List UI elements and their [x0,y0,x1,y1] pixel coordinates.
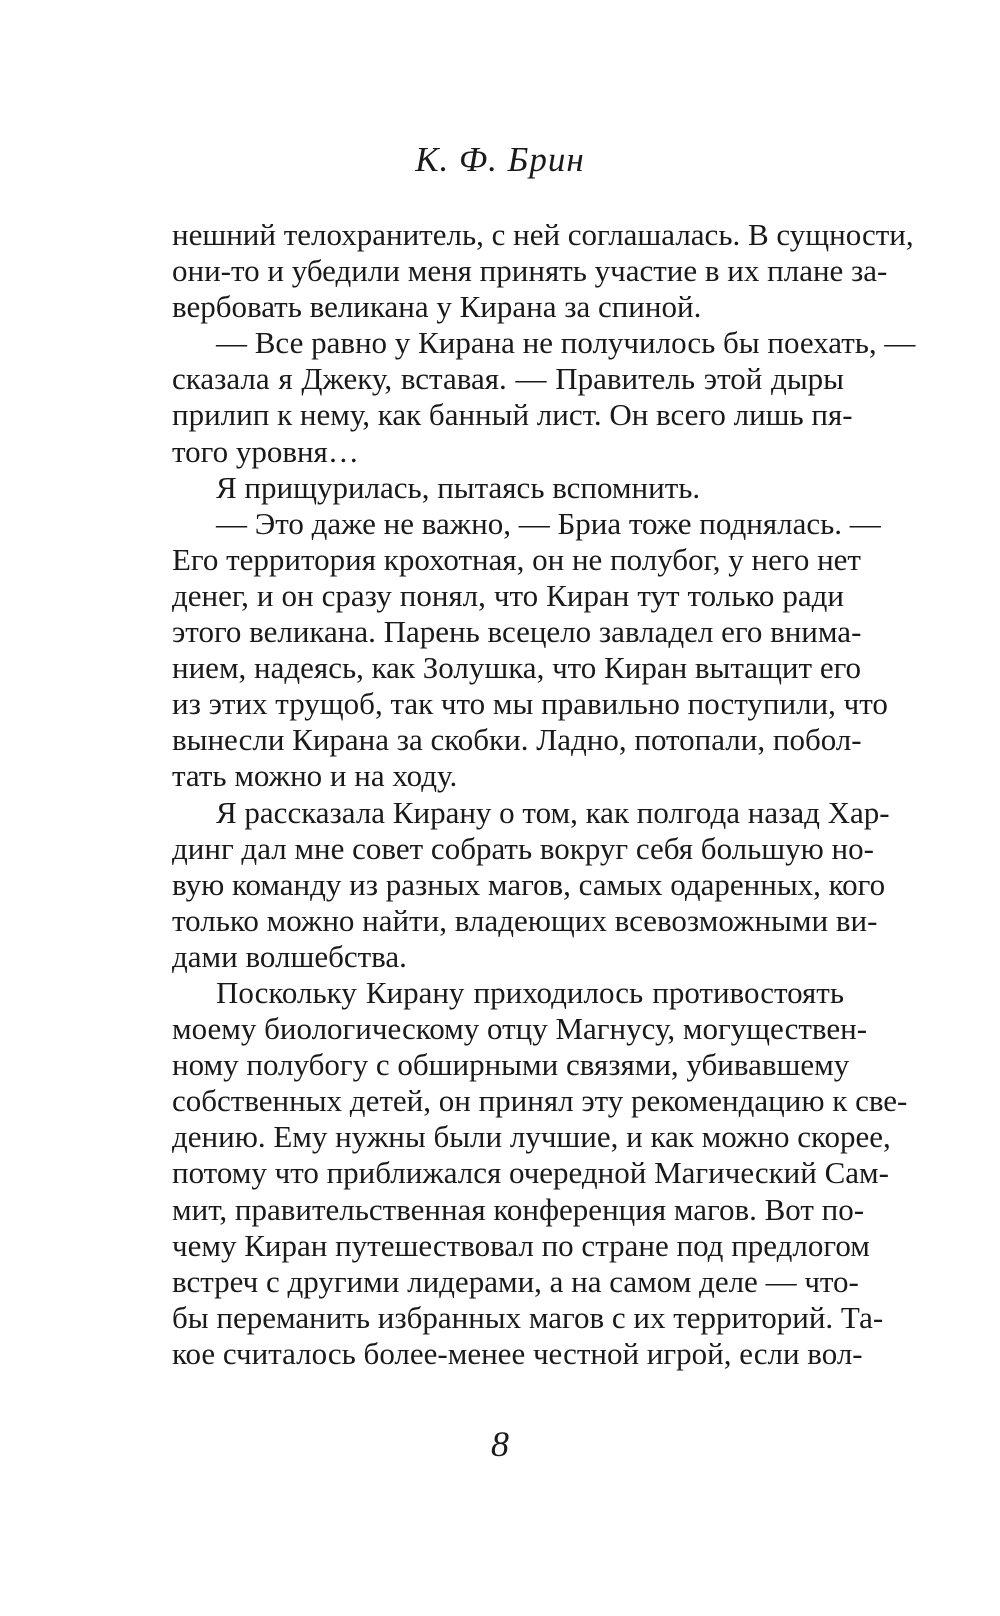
text-line: кое считалось более-менее честной игрой, если вол- [172,1335,863,1371]
text-line: нешний телохранитель, с ней соглашалась. В сущности, [172,217,914,252]
text-line: встреч с другими лидерами, а на самом деле — что- [172,1263,859,1299]
text-line: моему биологическому отцу Магнусу, могуществен- [172,1011,868,1047]
text-line: Поскольку Кирану приходилось противостоять [216,974,844,1010]
text-line: Я прищурилась, пытаясь вспомнить. [216,469,701,505]
text-line: тать можно и на ходу. [172,758,458,794]
text-line: этого великана. Парень всецело завладел его внима- [172,614,862,650]
text-line: потому что приближался очередной Магический Сам- [172,1155,889,1191]
text-line: из этих трущоб, так что мы правильно поступили, что [172,686,888,722]
text-line: дами волшебства. [172,938,407,974]
text-line: бы переманить избранных магов с их территорий. Та- [172,1299,884,1335]
text-line: вербовать великана у Кирана за спиной. [172,289,702,325]
text-line: прилип к нему, как банный лист. Он всего лишь пя- [172,397,853,433]
text-line: только можно найти, владеющих всевозможными ви- [172,902,878,938]
text-line: мит, правительственная конференция магов. Вот по- [172,1191,865,1227]
text-line: нием, надеясь, как Золушка, что Киран вытащит его [172,650,862,686]
text-line: сказала я Джеку, вставая. — Правитель этой дыры [172,361,844,397]
text-line: Я рассказала Кирану о том, как полгода назад Хар- [216,794,890,830]
text-line: собственных детей, он принял эту рекомендацию к све- [172,1083,908,1119]
text-line: вую команду из разных магов, самых одаренных, кого [172,866,886,902]
text-line: ному полубогу с обширными связями, убивавшему [172,1047,850,1083]
running-title: К. Ф. Брин [415,140,585,179]
page-number: 8 [491,1424,509,1464]
text-line: — Все равно у Кирана не получилось бы поехать, — [216,325,916,361]
text-line: динг дал мне совет собрать вокруг себя большую но- [172,830,874,866]
text-line: дению. Ему нужны были лучшие, и как можно скорее, [172,1119,891,1155]
text-line: чему Киран путешествовал по стране под предлогом [172,1227,870,1263]
text-line: вынесли Кирана за скобки. Ладно, потопали, побол- [172,722,862,758]
body-text [172,217,916,1372]
text-line: денег, и он сразу понял, что Киран тут только ради [172,577,844,613]
text-line: того уровня… [172,433,359,469]
text-line: они-то и убедили меня принять участие в их плане за- [172,253,888,289]
text-line: Его территория крохотная, он не полубог, у него нет [172,541,861,577]
text-line: — Это даже не важно, — Бриа тоже поднялась. — [216,505,881,541]
